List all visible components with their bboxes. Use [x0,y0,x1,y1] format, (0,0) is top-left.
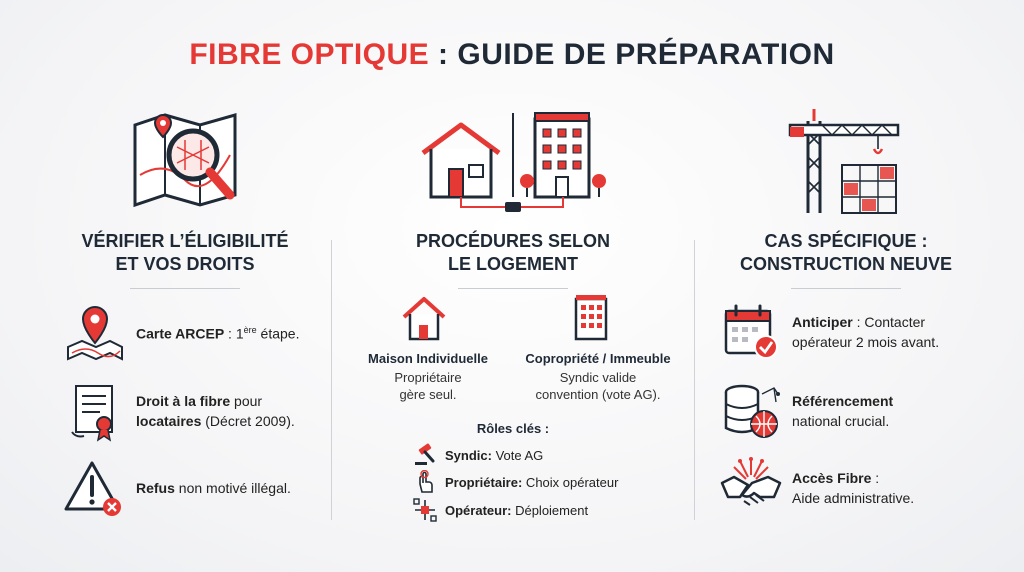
map-magnifier-icon [125,105,245,215]
house-building-plug-icon [413,105,613,215]
role-item: Opérateur: Déploiement [413,498,588,522]
calendar-check-icon [720,301,782,363]
gavel-icon [413,443,437,467]
network-icon [413,498,437,522]
database-globe-icon [720,380,782,442]
building-procedure: Copropriété / Immeuble Syndic valide convention (vote AG). [525,351,671,402]
list-item: Carte ARCEP : 1ère étape. [40,301,330,363]
title-accent: FIBRE OPTIQUE [189,38,430,71]
role-item: Propriétaire: Choix opérateur [413,470,618,494]
title-main: GUIDE DE PRÉPARATION [457,38,835,71]
crane-construction-icon [786,105,906,217]
house-procedure: Maison Individuelle Propriétaire gère seul. [368,351,488,402]
column-title: CAS SPÉCIFIQUE : CONSTRUCTION NEUVE [739,231,952,274]
column-title: PROCÉDURES SELON LE LOGEMENT [415,231,611,274]
hand-pointer-icon [413,470,437,494]
column-eligibility [40,95,330,555]
column-divider [694,240,695,520]
list-item: Anticiper : Contacter opérateur 2 mois avant. [696,301,996,363]
column-procedures [333,95,693,555]
list-item: Droit à la fibre pour locataires (Décret 2009). [40,380,330,442]
house-icon [400,295,448,341]
list-item: Référencement national crucial. [696,380,996,442]
building-icon [573,293,609,341]
page-title [0,38,1024,72]
roles-title: Rôles clés : [476,421,550,436]
column-divider [331,240,332,520]
list-item: Refus non motivé illégal. [40,457,330,519]
role-item: Syndic: Vote AG [413,443,543,467]
title-rule [458,288,568,289]
handshake-fiber-icon [720,457,782,519]
column-title: VÉRIFIER L’ÉLIGIBILITÉ ET VOS DROITS [81,231,289,274]
map-pin-icon [64,301,126,363]
certificate-icon [64,380,126,442]
warning-icon [64,457,126,519]
title-rule [130,288,240,289]
title-sep: : [429,38,458,71]
title-rule [791,288,901,289]
column-new-construction [696,95,996,555]
list-item: Accès Fibre : Aide administrative. [696,457,996,519]
